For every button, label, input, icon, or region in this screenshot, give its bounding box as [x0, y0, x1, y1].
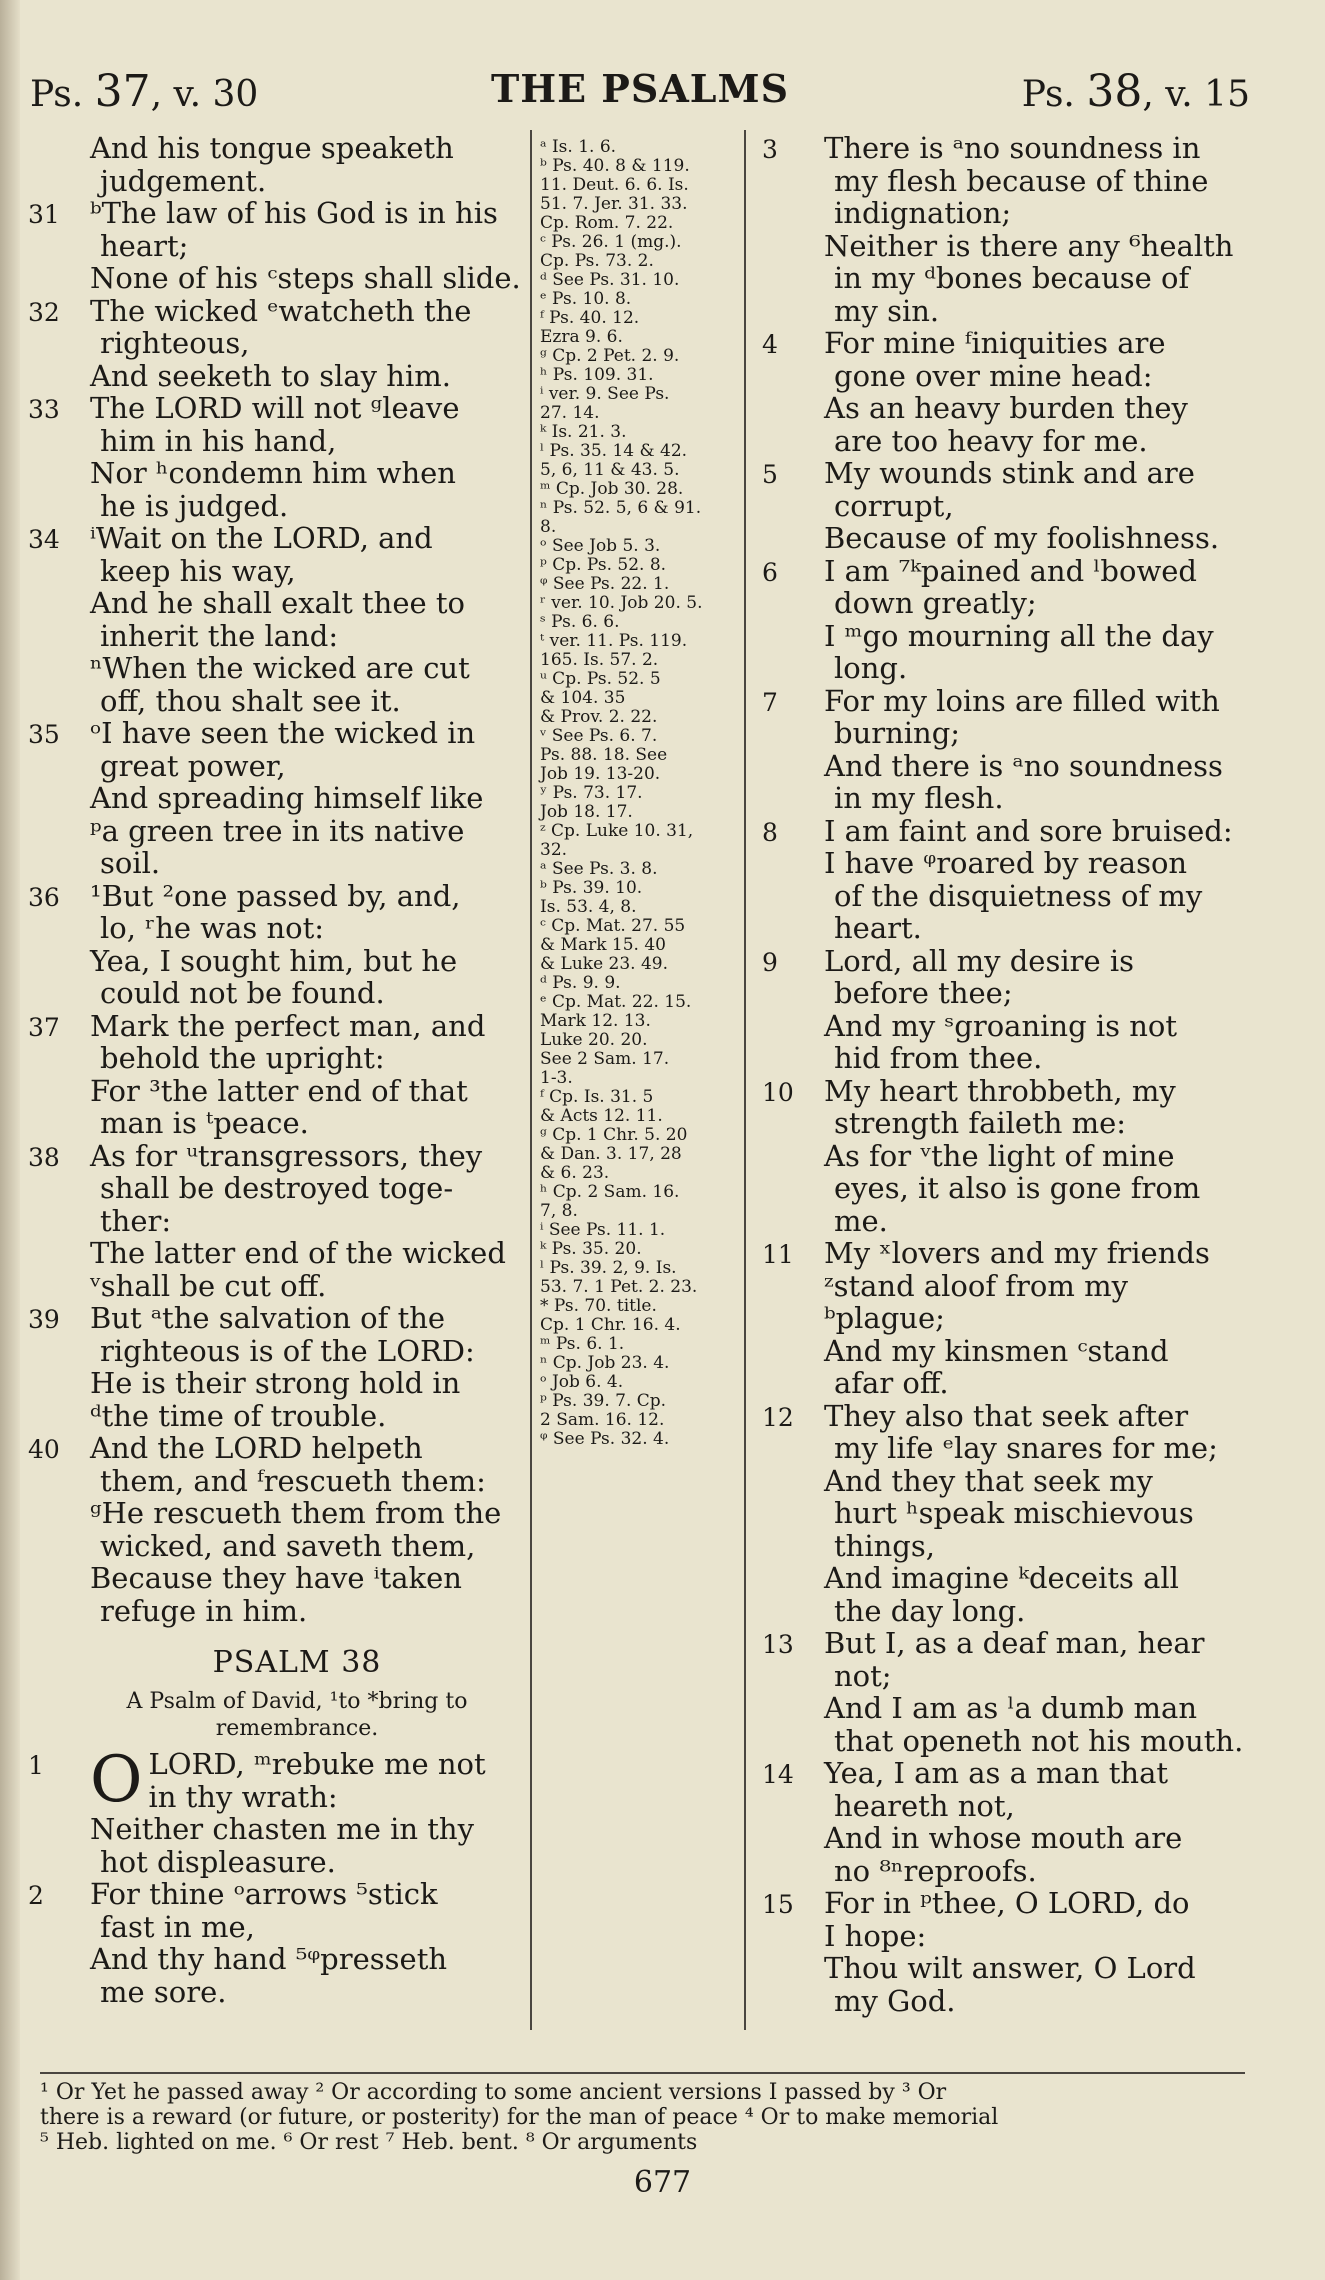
verse-line: strength faileth me: — [834, 1106, 1127, 1140]
verse-line: eyes, it also is gone from — [834, 1171, 1201, 1205]
verse-line: For mine ᶠiniquities are — [824, 326, 1166, 360]
left-text-column — [28, 132, 526, 2008]
cross-reference — [536, 366, 736, 385]
verse — [762, 1627, 1245, 1757]
verse-line: my life ᵉlay snares for me; — [834, 1431, 1218, 1465]
verse-number: 14 — [762, 1760, 794, 1789]
book-title: THE PSALMS — [490, 66, 790, 111]
verse-line: before thee; — [834, 976, 1013, 1010]
verse — [28, 1010, 526, 1140]
verse-number: 3 — [762, 135, 778, 164]
cross-reference-line: ᵐ Ps. 6. 1. — [540, 1334, 625, 1354]
verse — [762, 1887, 1245, 2017]
cross-reference-line: 32. — [540, 840, 568, 860]
cross-reference — [536, 556, 736, 575]
verse — [762, 1757, 1245, 1887]
cross-reference-line: & 6. 23. — [540, 1163, 610, 1183]
cross-reference — [536, 157, 736, 233]
psalm-37-verses — [28, 132, 526, 1627]
verse-line: For ³the latter end of that — [90, 1073, 468, 1108]
verse-line: inherit the land: — [100, 618, 339, 653]
verse-line: ᵛshall be cut off. — [90, 1268, 327, 1303]
cross-reference-line: 53. 7. 1 Pet. 2. 23. — [540, 1277, 698, 1297]
verse-number: 6 — [762, 557, 778, 587]
verse-line: are too heavy for me. — [834, 423, 1148, 458]
cross-reference-line: ʳ ver. 10. Job 20. 5. — [540, 593, 703, 613]
verse-line: ᵍHe rescueth them from the — [90, 1496, 502, 1530]
verse-line: hot displeasure. — [100, 1844, 336, 1879]
cross-reference — [536, 1240, 736, 1259]
verse — [762, 945, 1245, 1075]
cross-reference — [536, 879, 736, 917]
cross-reference-line: Luke 20. 20. — [540, 1030, 648, 1050]
page-edge — [0, 0, 20, 2280]
verse-line: long. — [834, 651, 908, 685]
verse — [762, 457, 1245, 555]
verse-number: 37 — [28, 1012, 60, 1042]
verse-line: Yea, I am as a man that — [824, 1756, 1169, 1790]
cross-reference-line: ˢ Ps. 6. 6. — [540, 612, 620, 632]
verse-line: ᵇplague; — [824, 1301, 945, 1335]
verse-line: hurt ʰspeak mischievous — [834, 1496, 1194, 1530]
verse-line: For thine ᵒarrows ⁵stick — [90, 1877, 438, 1911]
footnote-line: ¹ Or Yet he passed away ² Or according to some ancient versions I passed by ³ Or — [40, 2080, 947, 2105]
cross-reference — [536, 499, 736, 537]
cross-reference — [536, 480, 736, 499]
cross-reference-line: ʰ Cp. 2 Sam. 16. — [540, 1182, 680, 1202]
cross-reference-line: ᵇ Ps. 40. 8 & 119. — [540, 156, 690, 176]
verse-number: 31 — [28, 200, 60, 229]
verse — [762, 815, 1245, 945]
cross-reference-line: 11. Deut. 6. 6. Is. — [540, 175, 689, 195]
cross-reference-line: ᵏ Is. 21. 3. — [540, 422, 627, 442]
cross-reference-line: ᵃ See Ps. 3. 8. — [540, 859, 658, 879]
cross-reference-line: 2 Sam. 16. 12. — [540, 1410, 665, 1430]
running-header — [30, 60, 1250, 120]
verse-line: fast in me, — [100, 1909, 255, 1944]
verse-number: 7 — [762, 687, 778, 717]
verse-line: ᵇThe law of his God is in his — [90, 196, 498, 230]
verse-line: Because of my foolishness. — [824, 521, 1220, 555]
verse-line: And they that seek my — [824, 1463, 1153, 1498]
verse-line: For my loins are filled with — [824, 683, 1220, 718]
verse-line: Yea, I sought him, but he — [90, 943, 458, 978]
verse-line: ¹But ²one passed by, and, — [90, 878, 461, 913]
cross-reference-line: ᵠ See Ps. 22. 1. — [540, 574, 670, 594]
cross-reference — [536, 1335, 736, 1354]
cross-reference-line: ʸ Ps. 73. 17. — [540, 783, 643, 803]
verse-line: great power, — [100, 748, 286, 783]
verse-line: My heart throbbeth, my — [824, 1073, 1176, 1108]
verse-line: refuge in him. — [100, 1593, 308, 1628]
verse-line: My wounds stink and are — [824, 456, 1195, 490]
verse — [28, 1878, 526, 2008]
verse-line: And my ˢgroaning is not — [824, 1008, 1178, 1043]
verse — [28, 392, 526, 522]
verse-line: burning; — [834, 716, 961, 750]
cross-reference-line: Cp. Ps. 73. 2. — [540, 251, 654, 271]
verse-line: judgement. — [100, 163, 267, 198]
cross-reference-line: Cp. 1 Chr. 16. 4. — [540, 1315, 681, 1335]
verse-number: 12 — [762, 1402, 794, 1432]
verse-line: things, — [834, 1528, 935, 1563]
cross-reference — [536, 974, 736, 993]
cross-reference-line: ᵃ Is. 1. 6. — [540, 137, 617, 157]
verse — [762, 132, 1245, 327]
cross-reference — [536, 271, 736, 290]
verse-line: no ⁸ⁿreproofs. — [834, 1853, 1037, 1888]
cross-reference — [536, 537, 736, 556]
footnotes — [40, 2080, 1245, 2155]
verse-line: And in whose mouth are — [824, 1821, 1183, 1855]
verse-line: heareth not, — [834, 1788, 1015, 1823]
verse-number: 35 — [28, 720, 60, 749]
cross-reference-line: ᵈ See Ps. 31. 10. — [540, 270, 680, 290]
cross-reference-line: ᵒ Job 6. 4. — [540, 1372, 624, 1392]
cross-reference — [536, 1297, 736, 1335]
cross-reference — [536, 347, 736, 366]
verse-line: hid from thee. — [834, 1041, 1043, 1075]
cross-reference — [536, 1430, 736, 1449]
cross-reference-line: Job 19. 13-20. — [540, 764, 661, 784]
cross-reference-line: ⁱ ver. 9. See Ps. — [540, 384, 670, 404]
cross-reference-line: ⁿ Cp. Job 23. 4. — [540, 1353, 670, 1373]
verse-line: For in ᵖthee, O LORD, do — [824, 1886, 1190, 1920]
verse-line: man is ᵗpeace. — [100, 1106, 309, 1140]
cross-reference — [536, 385, 736, 423]
psalm-38-verses — [28, 1743, 526, 2009]
verse-line: righteous, — [100, 326, 250, 360]
verse-line: in my flesh. — [834, 781, 1004, 815]
verse-line: I ᵐgo mourning all the day — [824, 618, 1214, 653]
verse-line: And imagine ᵏdeceits all — [824, 1561, 1179, 1595]
cross-reference — [536, 423, 736, 442]
drop-cap: O — [90, 1743, 143, 1817]
verse — [28, 1743, 526, 1879]
verse-line: Nor ʰcondemn him when — [90, 456, 456, 490]
footnote-line: there is a reward (or future, or posterity) for the man of peace ⁴ Or to make memorial — [40, 2105, 999, 2130]
cross-reference — [536, 1354, 736, 1373]
cross-reference-line: & Dan. 3. 17, 28 — [540, 1144, 682, 1164]
cross-reference — [536, 594, 736, 613]
cross-reference-line: Job 18. 17. — [540, 802, 633, 822]
cross-reference-line: 27. 14. — [540, 403, 600, 423]
verse-line: ⁿWhen the wicked are cut — [90, 651, 470, 685]
footnote-divider — [40, 2072, 1245, 2074]
verse-number: 32 — [28, 297, 60, 327]
cross-reference — [536, 670, 736, 727]
cross-reference-line: ᵍ Cp. 1 Chr. 5. 20 — [540, 1125, 688, 1145]
verse-number: 39 — [28, 1305, 60, 1334]
verse — [28, 295, 526, 393]
cross-reference-line: ᵏ Ps. 35. 20. — [540, 1239, 642, 1259]
cross-reference-line: ᶜ Cp. Mat. 27. 55 — [540, 916, 686, 936]
cross-reference — [536, 993, 736, 1088]
verse-line: They also that seek after — [824, 1398, 1189, 1433]
verse-line: the day long. — [834, 1593, 1026, 1628]
verse-line: Neither chasten me in thy — [90, 1812, 474, 1846]
verse-line: could not be found. — [100, 976, 385, 1010]
verse-line: And spreading himself like — [90, 781, 484, 815]
verse — [28, 522, 526, 717]
verse-line: ᶻstand aloof from my — [824, 1268, 1128, 1303]
cross-reference-line: Ezra 9. 6. — [540, 327, 623, 347]
cross-reference-line: ᵒ See Job 5. 3. — [540, 536, 661, 556]
cross-reference — [536, 233, 736, 271]
verse — [28, 132, 526, 197]
cross-reference — [536, 1126, 736, 1183]
verse-number: 4 — [762, 330, 778, 359]
page-number: 677 — [633, 2165, 692, 2200]
verse-line: lo, ʳhe was not: — [100, 911, 325, 945]
cross-reference-line: ˡ Ps. 35. 14 & 42. — [540, 441, 688, 461]
verse-line: And seeketh to slay him. — [90, 358, 451, 393]
cross-reference-line: ᶠ Cp. Is. 31. 5 — [540, 1087, 654, 1107]
verse-line: heart; — [100, 228, 189, 263]
cross-reference — [536, 613, 736, 632]
cross-reference-line: 5, 6, 11 & 43. 5. — [540, 460, 680, 480]
cross-reference — [536, 575, 736, 594]
verse — [762, 1237, 1245, 1400]
cross-reference — [536, 1373, 736, 1392]
cross-reference — [536, 860, 736, 879]
cross-reference-line: ⁱ See Ps. 11. 1. — [540, 1220, 666, 1240]
cross-reference-line: ᵐ Cp. Job 30. 28. — [540, 479, 684, 499]
cross-reference-line: ᵉ Ps. 10. 8. — [540, 289, 632, 309]
cross-reference — [536, 784, 736, 822]
verse-line: my God. — [834, 1983, 956, 2018]
psalm-heading: PSALM 38 — [212, 1645, 382, 1680]
cross-reference — [536, 632, 736, 670]
verse — [762, 685, 1245, 815]
verse-number: 34 — [28, 525, 60, 554]
verse-line: Thou wilt answer, O Lord — [824, 1951, 1196, 1985]
cross-reference-line: Is. 53. 4, 8. — [540, 897, 637, 917]
verse-number: 38 — [28, 1142, 60, 1172]
verse-line: I have ᵠroared by reason — [824, 846, 1188, 880]
verse-line: I am faint and sore bruised: — [824, 813, 1233, 848]
verse-number: 11 — [762, 1240, 794, 1269]
footnote-line: ⁵ Heb. lighted on me. ⁶ Or rest ⁷ Heb. bent. ⁸ Or arguments — [40, 2130, 698, 2155]
verse-number: 36 — [28, 882, 60, 912]
verse — [762, 555, 1245, 685]
cross-reference-line: * Ps. 70. title. — [540, 1296, 657, 1316]
verse-number: 2 — [28, 1881, 44, 1910]
verse — [762, 1075, 1245, 1238]
verse-line: Lord, all my desire is — [824, 943, 1135, 978]
cross-reference-line: ᵘ Cp. Ps. 52. 5 — [540, 669, 661, 689]
verse-line: in my ᵈbones because of — [834, 261, 1190, 295]
cross-reference-line: Mark 12. 13. — [540, 1011, 651, 1031]
cross-reference-line: 7, 8. — [540, 1201, 578, 1221]
verse-line: wicked, and saveth them, — [100, 1528, 476, 1563]
verse-line: behold the upright: — [100, 1041, 385, 1075]
verse-line: me. — [834, 1203, 888, 1238]
verse-line: But I, as a deaf man, hear — [824, 1626, 1205, 1660]
verse-number: 13 — [762, 1630, 794, 1659]
verse — [28, 717, 526, 880]
cross-reference-line: ᶠ Ps. 40. 12. — [540, 308, 640, 328]
verse-line: down greatly; — [834, 586, 1037, 620]
verse — [28, 1302, 526, 1432]
verse-line: None of his ᶜsteps shall slide. — [90, 261, 521, 295]
cross-reference — [536, 138, 736, 157]
verse-number: 5 — [762, 460, 778, 489]
cross-reference-line: 1-3. — [540, 1068, 573, 1088]
verse-number: 9 — [762, 947, 778, 977]
cross-reference-column — [536, 138, 736, 1449]
verse-line: them, and ᶠrescueth them: — [100, 1463, 486, 1498]
right-text-column — [762, 132, 1245, 2017]
verse-line: ᵖa green tree in its native — [90, 813, 465, 848]
verse-line: my flesh because of thine — [834, 163, 1209, 198]
verse-line: As an heavy burden they — [824, 391, 1188, 425]
verse-line: keep his way, — [100, 553, 296, 588]
cross-reference-line: ᵛ See Ps. 6. 7. — [540, 726, 658, 746]
cross-reference — [536, 917, 736, 974]
cross-reference — [536, 822, 736, 860]
cross-reference-line: Ps. 88. 18. See — [540, 745, 668, 765]
verse-line: But ᵃthe salvation of the — [90, 1301, 446, 1335]
verse-line: him in his hand, — [100, 423, 337, 458]
cross-reference-line: ⁿ Ps. 52. 5, 6 & 91. — [540, 498, 702, 518]
verse-line: shall be destroyed toge- — [100, 1171, 454, 1205]
verse — [762, 327, 1245, 457]
verse-line: me sore. — [100, 1974, 227, 2009]
cross-reference-line: 165. Is. 57. 2. — [540, 650, 659, 670]
verse-line: heart. — [834, 911, 922, 945]
cross-reference-line: ᵉ Cp. Mat. 22. 15. — [540, 992, 692, 1012]
verse-line: He is their strong hold in — [90, 1366, 461, 1400]
verse — [762, 1400, 1245, 1628]
cross-reference-line: ᵠ See Ps. 32. 4. — [540, 1429, 670, 1449]
verse-line: ⁱWait on the LORD, and — [90, 521, 433, 555]
column-divider — [744, 130, 746, 2030]
cross-reference-line: ᶜ Ps. 26. 1 (mg.). — [540, 232, 682, 252]
verse-line: not; — [834, 1658, 892, 1693]
cross-reference-line: ᵖ Ps. 39. 7. Cp. — [540, 1391, 667, 1411]
cross-reference-line: ʰ Ps. 109. 31. — [540, 365, 654, 385]
cross-reference — [536, 1183, 736, 1221]
verse-line: soil. — [100, 846, 161, 880]
cross-reference-line: ᵈ Ps. 9. 9. — [540, 973, 621, 993]
verse-line: And my kinsmen ᶜstand — [824, 1333, 1169, 1368]
verse — [28, 1432, 526, 1627]
verse-line: ther: — [100, 1203, 172, 1238]
verse-line: righteous is of the LORD: — [100, 1333, 475, 1368]
cross-reference-line: & 104. 35 — [540, 688, 626, 708]
cross-reference-line: 51. 7. Jer. 31. 33. — [540, 194, 688, 214]
verse-line: gone over mine head: — [834, 358, 1153, 393]
verse-line: The wicked ᵉwatcheth the — [90, 293, 472, 328]
cross-reference — [536, 1221, 736, 1240]
verse-line: And the LORD helpeth — [90, 1431, 423, 1465]
verse — [28, 197, 526, 295]
verse-line: indignation; — [834, 196, 1012, 230]
verse-line: corrupt, — [834, 488, 954, 523]
verse-line: LORD, ᵐrebuke me not — [148, 1747, 486, 1781]
column-divider — [530, 130, 532, 2030]
verse-line: my sin. — [834, 293, 940, 328]
cross-reference-line: ᵗ ver. 11. Ps. 119. — [540, 631, 688, 651]
verse-line: The LORD will not ᵍleave — [90, 391, 460, 425]
cross-reference-line: & Mark 15. 40 — [540, 935, 666, 955]
verse-line: And his tongue speaketh — [90, 131, 454, 165]
cross-reference-line: & Acts 12. 11. — [540, 1106, 663, 1126]
cross-reference-line: Cp. Rom. 7. 22. — [540, 213, 674, 233]
verse-line: There is ᵃno soundness in — [824, 131, 1201, 165]
verse-line: Mark the perfect man, and — [90, 1008, 486, 1043]
cross-reference-line: & Luke 23. 49. — [540, 954, 669, 974]
verse-line: The latter end of the wicked — [90, 1236, 506, 1270]
verse-number: 40 — [28, 1435, 60, 1464]
verse-number: 15 — [762, 1890, 794, 1919]
verse-number: 10 — [762, 1077, 794, 1107]
cross-reference — [536, 1088, 736, 1126]
cross-reference — [536, 727, 736, 784]
verse-line: I am ⁷ᵏpained and ˡbowed — [824, 553, 1197, 588]
verse-line: ᵈthe time of trouble. — [90, 1398, 387, 1433]
verse-line: that openeth not his mouth. — [834, 1723, 1244, 1758]
verse-number: 33 — [28, 395, 60, 424]
cross-reference-line: ᶻ Cp. Luke 10. 31, — [540, 821, 694, 841]
verse-line: ᵒI have seen the wicked in — [90, 716, 476, 750]
verse-line: afar off. — [834, 1366, 949, 1400]
cross-reference-line: ˡ Ps. 39. 2, 9. Is. — [540, 1258, 677, 1278]
verse-line: And there is ᵃno soundness — [824, 748, 1223, 783]
verse-line: I hope: — [824, 1918, 927, 1953]
cross-reference-line: ᵍ Cp. 2 Pet. 2. 9. — [540, 346, 680, 366]
verse-line: off, thou shalt see it. — [100, 683, 401, 718]
verse-line: And I am as ˡa dumb man — [824, 1691, 1198, 1725]
cross-reference — [536, 290, 736, 309]
cross-reference — [536, 1259, 736, 1297]
verse-line: he is judged. — [100, 488, 289, 523]
psalm-superscription: A Psalm of David, ¹to *bring to remembrance. — [126, 1689, 468, 1741]
cross-reference-line: & Prov. 2. 22. — [540, 707, 658, 727]
verse — [28, 880, 526, 1010]
cross-reference — [536, 442, 736, 480]
verse-line: of the disquietness of my — [834, 878, 1203, 913]
verse-number: 8 — [762, 817, 778, 847]
verse-line: And thy hand ⁵ᵠpresseth — [90, 1942, 448, 1976]
header-left-reference: Ps. 37, v. 30 — [30, 66, 259, 117]
cross-reference-line: ᵖ Cp. Ps. 52. 8. — [540, 555, 667, 575]
cross-reference — [536, 309, 736, 347]
verse-line: Neither is there any ⁶health — [824, 228, 1234, 263]
verse-line: And he shall exalt thee to — [90, 586, 466, 620]
verse-line: My ˣlovers and my friends — [824, 1236, 1210, 1270]
verse — [28, 1140, 526, 1303]
verse-number: 1 — [28, 1751, 44, 1780]
verse-line: in thy wrath: — [148, 1779, 338, 1814]
cross-reference-line: ᵇ Ps. 39. 10. — [540, 878, 643, 898]
cross-reference-line: 8. — [540, 517, 557, 537]
verse-line: Because they have ⁱtaken — [90, 1561, 462, 1595]
verse-line: As for ᵛthe light of mine — [824, 1138, 1175, 1173]
header-right-reference: Ps. 38, v. 15 — [1021, 66, 1250, 117]
verse-line: As for ᵘtransgressors, they — [90, 1138, 483, 1173]
cross-reference — [536, 1392, 736, 1430]
cross-reference-line: See 2 Sam. 17. — [540, 1049, 670, 1069]
